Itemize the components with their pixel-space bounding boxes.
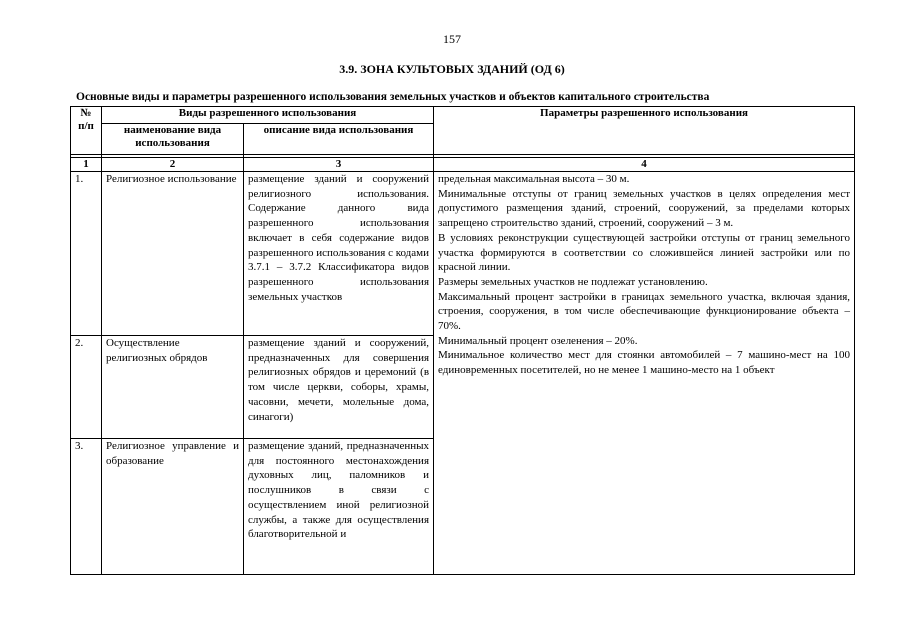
row-desc: размещение зданий, предназначенных для постоянного местонахождения духовных лиц, паломников и послушников в связи с осуществлением иной религиозной службы, а также для осуществления благотворительной и xyxy=(244,439,434,575)
param-line: Минимальный процент озеленения – 20%. xyxy=(438,334,638,347)
header-params: Параметры разрешенного использования xyxy=(434,107,855,155)
col-number: 2 xyxy=(102,158,244,172)
param-line: Минимальные отступы от границ земельных участков в целях определения мест допустимого размещения зданий, строений, сооружений, за пределами которых запрещено строительство зданий, строений, сооружений – 3 м. xyxy=(438,187,851,230)
column-number-row xyxy=(71,158,855,172)
row-num: 2. xyxy=(71,336,102,439)
header-kinds-group: Виды разрешенного использования xyxy=(102,107,434,124)
col-number: 1 xyxy=(71,158,102,172)
row-name: Религиозное использование xyxy=(102,172,244,336)
header-num: № п/п xyxy=(71,107,102,155)
param-line: предельная максимальная высота – 30 м. xyxy=(438,173,630,185)
table-row xyxy=(71,172,855,336)
param-line: Размеры земельных участков не подлежат установлению. xyxy=(438,275,708,288)
header-name: наименование вида использования xyxy=(102,124,244,155)
col-number: 4 xyxy=(434,158,855,172)
param-line: В условиях реконструкции существующей застройки отступы от границ земельного участка формируются в соответствии со сложившейся линией застройки или по красной линии. xyxy=(438,231,851,274)
row-desc: размещение зданий и сооружений религиозного использования. Содержание данного вида разрешенного использования включает в себя содержание видов разрешенного использования с кодами 3.7.1 – 3.7.2 Классификатора видов разрешенного использования земельных участков xyxy=(244,172,434,336)
row-num: 3. xyxy=(71,439,102,575)
page-number: 157 xyxy=(443,32,461,46)
row-num: 1. xyxy=(71,172,102,336)
usage-table xyxy=(70,106,855,575)
table-caption: Основные виды и параметры разрешенного использования земельных участков и объектов капитального строительства xyxy=(76,91,710,103)
param-line: Максимальный процент застройки в границах земельного участка, включая здания, строения, сооружения, в том числе обеспечивающие функционирование объекта – 70%. xyxy=(438,290,851,333)
params-cell xyxy=(434,172,855,575)
param-line: Минимальное количество мест для стоянки автомобилей – 7 машино-мест на 100 единовременных посетителей, но не менее 1 машино-место на 1 объект xyxy=(438,349,851,377)
row-desc: размещение зданий и сооружений, предназначенных для совершения религиозных обрядов и церемоний (в том числе церкви, соборы, храмы, часовни, мечети, молельные дома, синагоги) xyxy=(244,336,434,439)
row-name: Религиозное управление и образование xyxy=(102,439,244,575)
header-desc: описание вида использования xyxy=(244,124,434,155)
row-name: Осуществление религиозных обрядов xyxy=(102,336,244,439)
zone-title: 3.9. ЗОНА КУЛЬТОВЫХ ЗДАНИЙ (ОД 6) xyxy=(339,62,565,76)
col-number: 3 xyxy=(244,158,434,172)
